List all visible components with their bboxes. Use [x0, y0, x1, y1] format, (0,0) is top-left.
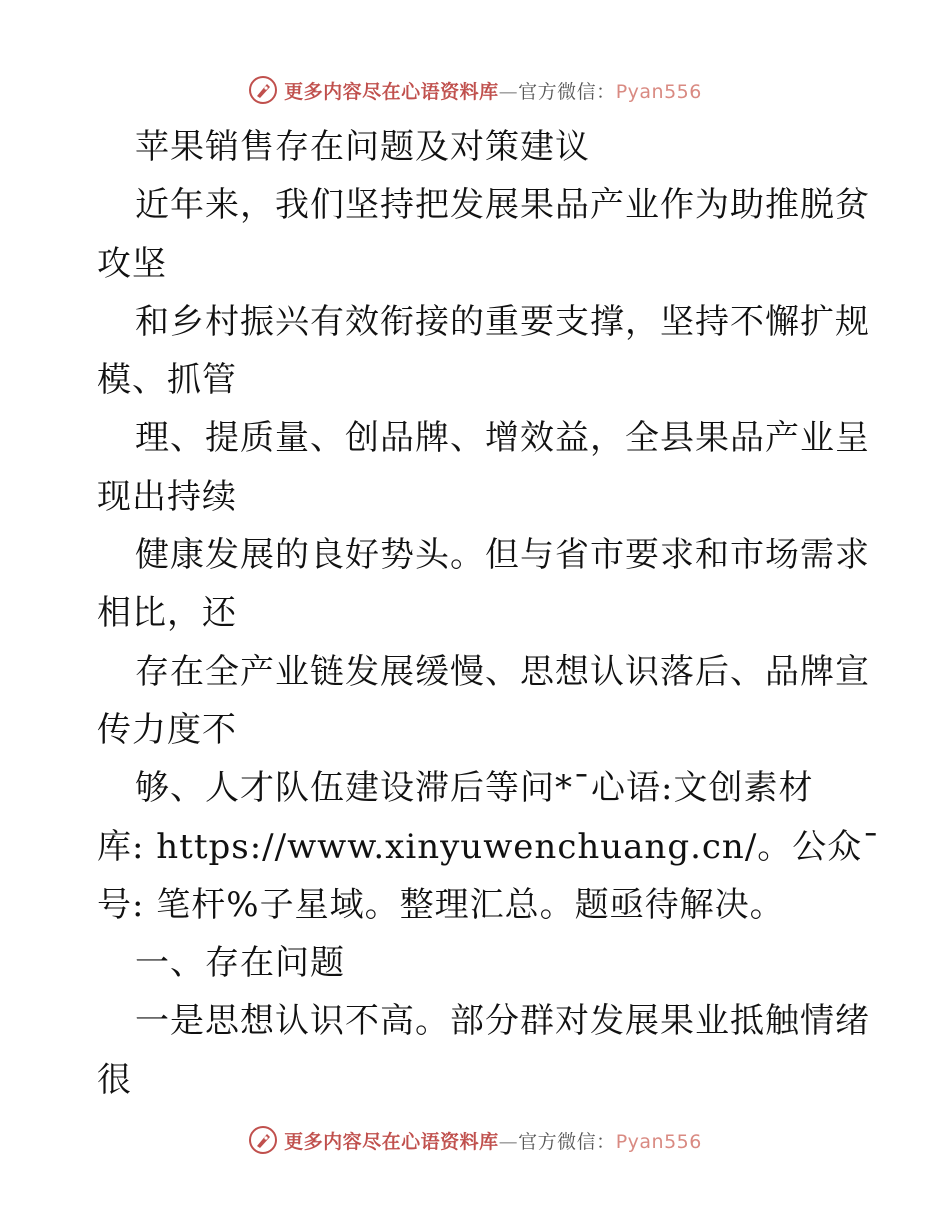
pen-nib-logo-icon [248, 75, 278, 105]
text-line: 够、人才队伍建设滞后等问*¯心语:文创素材 [135, 768, 814, 809]
text-line: 理、提质量、创品牌、增效益，全县果品产业呈 [135, 418, 870, 459]
text-line: 存在全产业链发展缓慢、思想认识落后、品牌宣 [135, 651, 870, 692]
text-line-url: 库: https://www.xinyuwenchuang.cn/。公众¯ [97, 826, 881, 867]
document-body [97, 118, 881, 1109]
watermark-text [284, 77, 702, 104]
text-line: 一是思想认识不高。部分群对发展果业抵触情绪 [135, 1001, 870, 1042]
text-line: 现出持续 [97, 476, 237, 517]
header-watermark-banner [0, 70, 950, 110]
watermark-text [284, 1127, 702, 1154]
watermark-wechat-id: Pyan556 [615, 1130, 702, 1153]
document-title: 苹果销售存在问题及对策建议 [135, 127, 590, 167]
text-line: 相比，还 [97, 593, 237, 634]
watermark-dash: — [498, 80, 519, 103]
text-line: 健康发展的良好势头。但与省市要求和市场需求 [135, 535, 870, 576]
watermark-official-label: 官方微信： [518, 80, 616, 103]
watermark-dash: — [498, 1130, 519, 1153]
watermark-official-label: 官方微信： [518, 1130, 616, 1153]
watermark-brand: 更多内容尽在心语资料库 [284, 80, 499, 103]
text-line: 和乡村振兴有效衔接的重要支撑，坚持不懈扩规 [135, 301, 870, 342]
text-line: 很 [97, 1059, 132, 1100]
text-line: 近年来，我们坚持把发展果品产业作为助推脱贫 [135, 185, 870, 226]
watermark-wechat-id: Pyan556 [615, 80, 702, 103]
watermark-brand: 更多内容尽在心语资料库 [284, 1130, 499, 1153]
text-line: 模、抓管 [97, 360, 237, 401]
pen-nib-logo-icon [248, 1125, 278, 1155]
text-line: 号: 笔杆%子星域。整理汇总。题亟待解决。 [97, 884, 785, 925]
section-heading: 一、存在问题 [135, 943, 345, 984]
text-line: 攻坚 [97, 243, 167, 284]
footer-watermark-banner [0, 1120, 950, 1160]
text-line: 传力度不 [97, 709, 237, 750]
